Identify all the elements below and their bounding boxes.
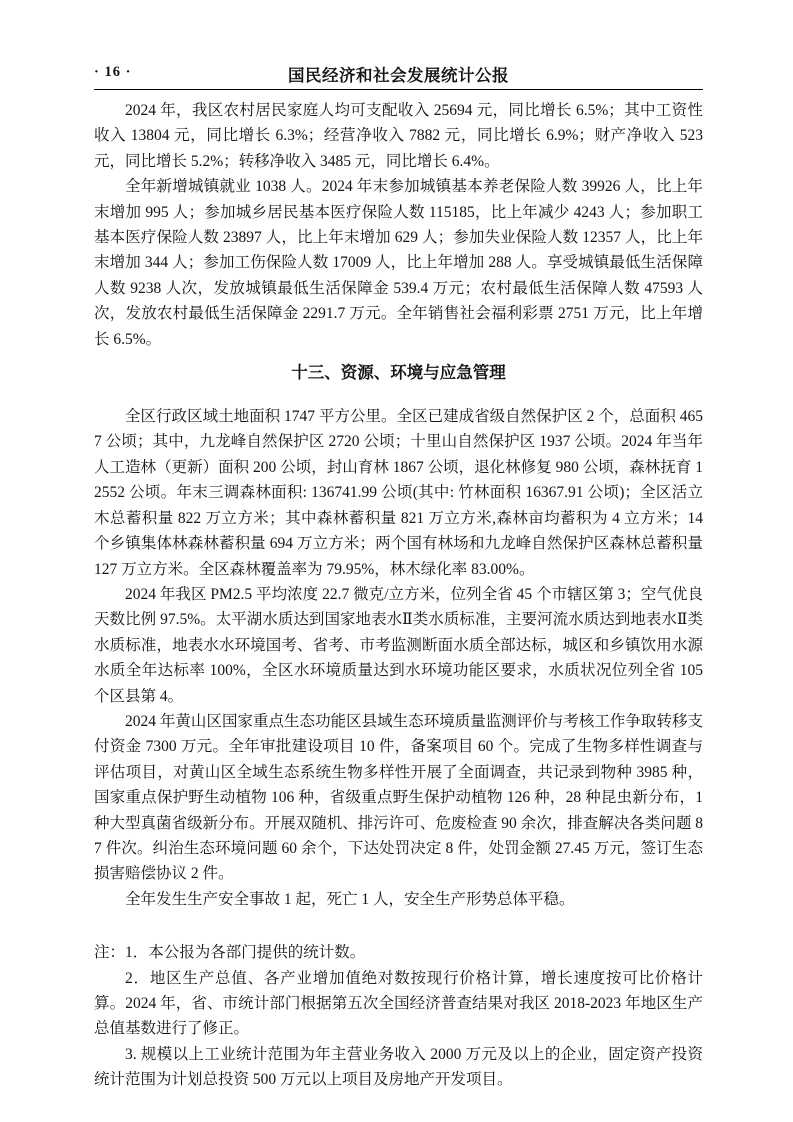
section-heading: 十三、资源、环境与应急管理 bbox=[291, 364, 506, 383]
page-header-title: 国民经济和社会发展统计公报 bbox=[288, 67, 509, 85]
page-number: · 16 · bbox=[94, 64, 132, 80]
document-body bbox=[94, 98, 703, 1093]
paragraph-production-safety: 全年发生生产安全事故 1 起，死亡 1 人，安全生产形势总体平稳。 bbox=[125, 890, 575, 908]
paragraph-employment-social-security: 全年新增城镇就业 1038 人。2024 年末参加城镇基本养老保险人数 39926 人，比上年末增加 995 人；参加城乡居民基本医疗保险人数 115185，比上年减少 4243 人；参加职工基本医疗保险人数 23897 人，比上年末增加 629 人；参加失业保险人数 12357 人，比上年末增加 344 人；参加工伤保险人数 17009 人，比上年增加 288 人。享受城镇最低生活保障人数 9238 人次，发放城镇最低生活保障金 539.4 万元；农村最低生活保障人数 47593 人次，发放农村最低生活保障金 2291.7 万元。全年销售社会福利彩票 2751 万元，比上年增长 6.5%。 bbox=[94, 178, 703, 348]
header-divider bbox=[94, 89, 703, 90]
paragraph-air-water-quality: 2024 年我区 PM2.5 平均浓度 22.7 微克/立方米，位列全省 45 个市辖区第 3；空气优良天数比例 97.5%。太平湖水质达到国家地表水Ⅱ类水质标准，主要河流水质达到地表水Ⅱ类水质标准，地表水水环境国考、省考、市考监测断面水质全部达标，城区和乡镇饮用水源水质全年达标率 100%，全区水环境质量达到水环境功能区要求，水质状况位列全省 105 个区县第 4。 bbox=[94, 585, 703, 705]
paragraph-ecology-monitoring: 2024 年黄山区国家重点生态功能区县域生态环境质量监测评价与考核工作争取转移支付资金 7300 万元。全年审批建设项目 10 件，备案项目 60 个。完成了生物多样性调查与评估项目，对黄山区全域生态系统生物多样性开展了全面调查，共记录到物种 3985 种，国家重点保护野生动植物 106 种，省级重点野生保护动植物 126 种，28 种昆虫新分布，1 种大型真菌省级新分布。开展双随机、排污许可、危废检查 90 余次，排查解决各类问题 87 件次。纠治生态环境问题 60 余个，下达处罚决定 8 件，处罚金额 27.45 万元，签订生态损害赔偿协议 2 件。 bbox=[94, 712, 703, 883]
note-3: 3. 规模以上工业统计范围为年主营业务收入 2000 万元及以上的企业，固定资产投资统计范围为计划总投资 500 万元以上项目及房地产开发项目。 bbox=[94, 1045, 703, 1089]
paragraph-land-forest: 全区行政区域土地面积 1747 平方公里。全区已建成省级自然保护区 2 个，总面积 4657 公顷；其中，九龙峰自然保护区 2720 公顷；十里山自然保护区 1937 公顷。2024 年当年人工造林（更新）面积 200 公顷，封山育林 1867 公顷，退化林修复 980 公顷，森林抚育 12552 公顷。年末三调森林面积: 136741.99 公顷(其中: 竹林面积 16367.91 公顷)；全区活立木总蓄积量 822 万立方米；其中森林蓄积量 821 万立方米,森林亩均蓄积为 4 立方米；14 个乡镇集体林森林蓄积量 694 万立方米；两个国有林场和九龙峰自然保护区森林总蓄积量 127 万立方米。全区森林覆盖率为 79.95%，林木绿化率 83.00%。 bbox=[94, 408, 703, 578]
note-1: 注：1．本公报为各部门提供的统计数。 bbox=[94, 944, 366, 962]
note-2: 2．地区生产总值、各产业增加值绝对数按现行价格计算，增长速度按可比价格计算。2024 年，省、市统计部门根据第五次全国经济普查结果对我区 2018-2023 年地区生产总值基数进行了修正。 bbox=[94, 969, 703, 1038]
page-header bbox=[94, 62, 703, 86]
paragraph-rural-income: 2024 年，我区农村居民家庭人均可支配收入 25694 元，同比增长 6.5%；其中工资性收入 13804 元，同比增长 6.3%；经营净收入 7882 元，同比增长 6.9%；财产净收入 523 元，同比增长 5.2%；转移净收入 3485 元，同比增长 6.4%。 bbox=[94, 102, 703, 170]
notes-section bbox=[94, 940, 703, 1092]
